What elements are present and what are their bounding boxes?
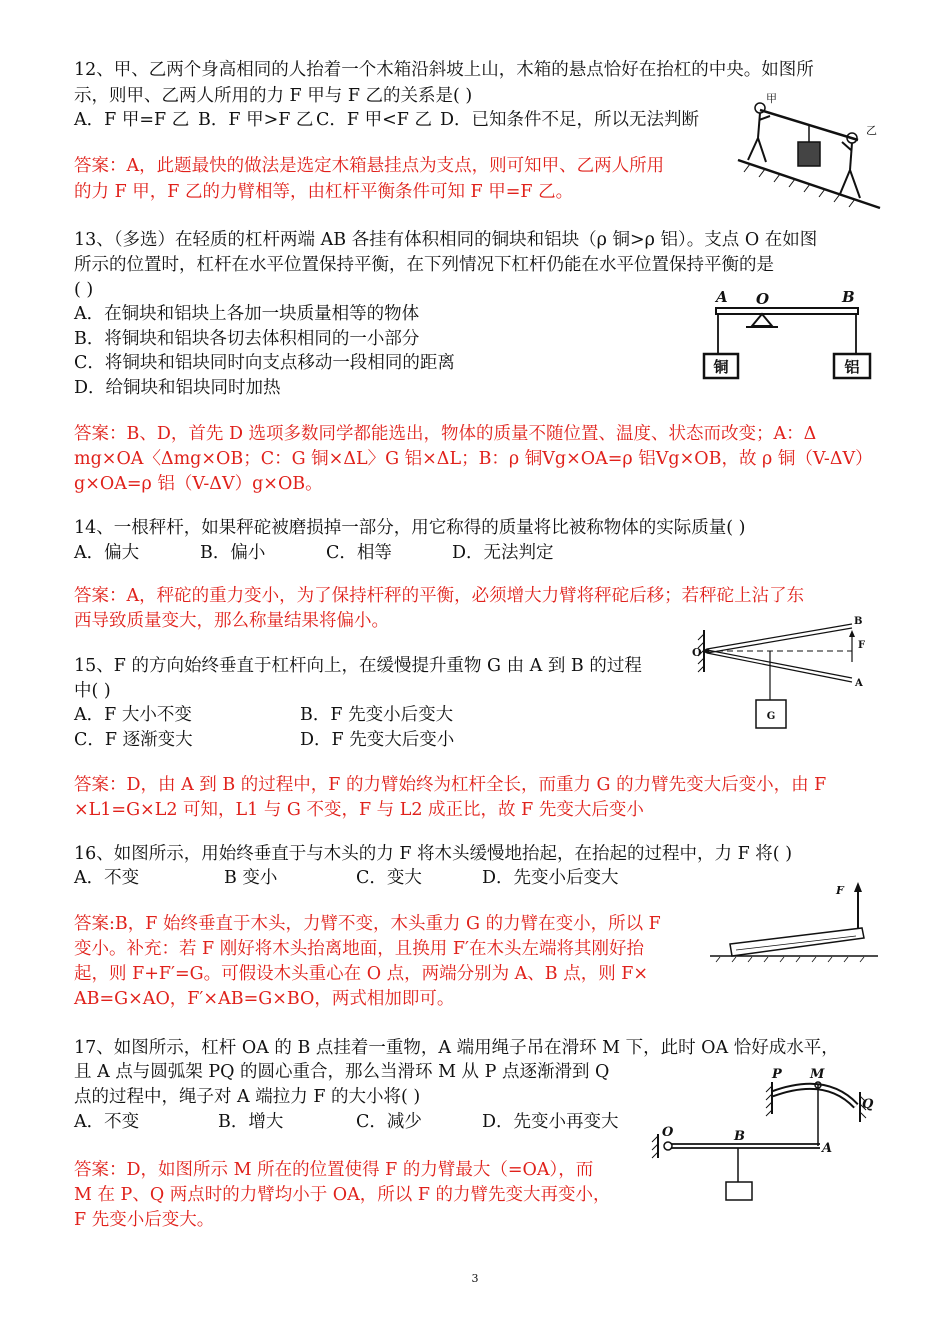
- q13-answer-line1: 答案：B、D，首先 D 选项多数同学都能选出，物体的质量不随位置、温度、状态而改变；A：Δ: [74, 424, 817, 444]
- q15-options-row1: [74, 703, 453, 727]
- q13-figure-label-o: O: [756, 290, 770, 308]
- q17-figure-label-a: A: [822, 1141, 833, 1156]
- q12-figure-label-yi: 乙: [866, 124, 877, 137]
- q15-figure-label-f: F: [858, 640, 866, 651]
- q17-figure-label-q: Q: [862, 1097, 874, 1112]
- q12-answer-line1: 答案：A，此题最快的做法是选定木箱悬挂点为支点，则可知甲、乙两人所用: [74, 156, 665, 176]
- q17-option-b: B．增大: [218, 1112, 284, 1132]
- q13-figure-lever-blocks: [700, 286, 880, 382]
- q12-option-a: A．F 甲=F 乙: [74, 110, 190, 130]
- q16-option-c: C．变大: [356, 868, 422, 888]
- q12-option-d: D．已知条件不足，所以无法判断: [440, 110, 700, 130]
- q15-option-c: C．F 逐渐变大: [74, 730, 193, 750]
- q15-figure-label-a: A: [855, 678, 863, 689]
- q13-option-c: C．将铜块和铝块同时向支点移动一段相同的距离: [74, 353, 455, 373]
- q14-answer-line2: 西导致质量变大，那么称量结果将偏小。: [74, 611, 389, 631]
- q15-answer-line2-text: ×L1=G×L2 可知，L1 与 G 不变，F 与 L2 成正比，故 F 先变大后变小: [74, 800, 644, 820]
- q17-answer-line2: M 在 P、Q 两点时的力臂均小于 OA，所以 F 的力臂先变大再变小，: [74, 1185, 611, 1205]
- q17-stem-line2: 且 A 点与圆弧架 PQ 的圆心重合，那么当滑环 M 从 P 点逐渐滑到 Q: [74, 1062, 610, 1082]
- q15-stem-line1: 15、F 的方向始终垂直于杠杆向上，在缓慢提升重物 G 由 A 到 B 的过程: [74, 656, 642, 676]
- q12-option-c: C．F 甲<F 乙: [316, 110, 432, 130]
- q12-figure-label-jia: 甲: [766, 92, 777, 105]
- q13-option-d: D．给铜块和铝块同时加热: [74, 378, 281, 398]
- q12-stem-line1: 12、甲、乙两个身高相同的人抬着一个木箱沿斜坡上山，木箱的悬点恰好在抬杠的中央。如图所: [74, 60, 814, 80]
- q15-figure-label-o: O: [692, 646, 702, 659]
- q15-option-b: B．F 先变小后变大: [300, 705, 454, 725]
- q17-figure-label-b: B: [734, 1129, 745, 1144]
- q17-option-c: C．减少: [356, 1112, 422, 1132]
- q17-options: [74, 1110, 619, 1134]
- q13-answer-line3: g×OA=ρ 铝（V-ΔV）g×OB。: [74, 474, 323, 494]
- q14-option-a: A．偏大: [74, 543, 140, 563]
- q12-stem-line2: 示，则甲、乙两人所用的力 F 甲与 F 乙的关系是( ): [74, 86, 473, 106]
- q12-answer-line2: 的力 F 甲，F 乙的力臂相等，由杠杆平衡条件可知 F 甲=F 乙。: [74, 182, 574, 202]
- q16-option-d: D．先变小后变大: [482, 868, 619, 888]
- q13-stem-line2: 所示的位置时，杠杆在水平位置保持平衡，在下列情况下杠杆仍能在水平位置保持平衡的是: [74, 255, 774, 275]
- q15-stem-line2: 中( ): [74, 681, 111, 701]
- q13-figure-label-aluminum: 铝: [844, 358, 860, 376]
- q15-figure-label-g: G: [766, 711, 776, 722]
- q15-figure-label-b: B: [854, 616, 863, 627]
- page-number: 3: [471, 1272, 479, 1285]
- q13-figure-label-a: A: [716, 288, 728, 306]
- q17-figure-label-p: P: [772, 1067, 782, 1082]
- q13-stem-line1: 13、（多选）在轻质的杠杆两端 AB 各挂有体积相同的铜块和铝块（ρ 铜>ρ 铝）。支点 O 在如图: [74, 230, 818, 250]
- q16-answer-line4: AB=G×AO，F′×AB=G×BO，两式相加即可。: [74, 989, 455, 1009]
- q15-option-d: D．F 先变大后变小: [300, 730, 455, 750]
- q15-answer-line1: 答案：D，由 A 到 B 的过程中，F 的力臂始终为杠杆全长，而重力 G 的力臂先变大后变小，由 F: [74, 775, 827, 795]
- q15-options-row2: [74, 728, 454, 752]
- q13-answer-line2: mg×OA〈Δmg×OB；C：G 铜×ΔL〉G 铝×ΔL；B：ρ 铜Vg×OA=ρ 铝Vg×OB，故 ρ 铜（V-ΔV）: [74, 449, 873, 469]
- q17-answer-line1: 答案：D，如图所示 M 所在的位置使得 F 的力臂最大（=OA），而: [74, 1160, 594, 1180]
- q13-figure-label-b: B: [842, 288, 855, 306]
- q17-stem-line1: 17、如图所示，杠杆 OA 的 B 点挂着一重物，A 端用绳子吊在滑环 M 下，此时 OA 恰好成水平，: [74, 1038, 839, 1058]
- q13-figure-label-copper: 铜: [713, 358, 729, 376]
- q12-option-b: B．F 甲>F 乙: [198, 110, 314, 130]
- q16-figure-log-lift: [706, 876, 882, 972]
- q16-answer-line2: 变小。补充：若 F 刚好将木头抬离地面，且换用 F′在木头左端将其刚好抬: [74, 939, 644, 959]
- q12-figure-slope-carry: [730, 90, 890, 210]
- q12-options: [74, 108, 699, 132]
- q16-answer-line1: 答案:B，F 始终垂直于木头，力臂不变，木头重力 G 的力臂在变小，所以 F: [74, 914, 661, 934]
- q13-option-a: A．在铜块和铝块上各加一块质量相等的物体: [74, 304, 420, 324]
- q16-stem-line1: 16、如图所示，用始终垂直于与木头的力 F 将木头缓慢地抬起，在抬起的过程中，力 F 将( ): [74, 844, 793, 864]
- q14-answer-line1: 答案：A，秤砣的重力变小，为了保持杆秤的平衡，必须增大力臂将秤砣后移；若秤砣上沾了东: [74, 586, 805, 606]
- q17-answer-line3: F 先变小后变大。: [74, 1210, 215, 1230]
- q16-option-a: A．不变: [74, 868, 140, 888]
- q17-figure-label-o: O: [662, 1125, 674, 1140]
- q17-option-d: D．先变小再变大: [482, 1112, 619, 1132]
- q16-options: [74, 866, 619, 890]
- q13-stem-line3: ( ): [74, 280, 94, 300]
- q15-figure-lever-weight: [690, 612, 880, 738]
- q16-figure-label-f: F: [836, 884, 844, 897]
- q15-option-a: A．F 大小不变: [74, 705, 192, 725]
- q17-figure-arc-lever: [648, 1062, 880, 1204]
- q14-option-b: B．偏小: [200, 543, 266, 563]
- q16-option-b: B 变小: [224, 868, 278, 888]
- q15-answer-line2: [74, 798, 644, 822]
- q14-options: [74, 541, 554, 565]
- q16-answer-line3: 起，则 F+F′=G。可假设木头重心在 O 点，两端分别为 A、B 点，则 F×: [74, 964, 649, 984]
- q17-stem-line3: 点的过程中，绳子对 A 端拉力 F 的大小将( ): [74, 1087, 421, 1107]
- q17-figure-label-m: M: [810, 1067, 825, 1082]
- q14-option-c: C．相等: [326, 543, 392, 563]
- q14-stem-line1: 14、一根秤杆，如果秤砣被磨损掉一部分，用它称得的质量将比被称物体的实际质量( ): [74, 518, 746, 538]
- q17-option-a: A．不变: [74, 1112, 140, 1132]
- q14-option-d: D．无法判定: [452, 543, 554, 563]
- q13-option-b: B．将铜块和铝块各切去体积相同的一小部分: [74, 329, 420, 349]
